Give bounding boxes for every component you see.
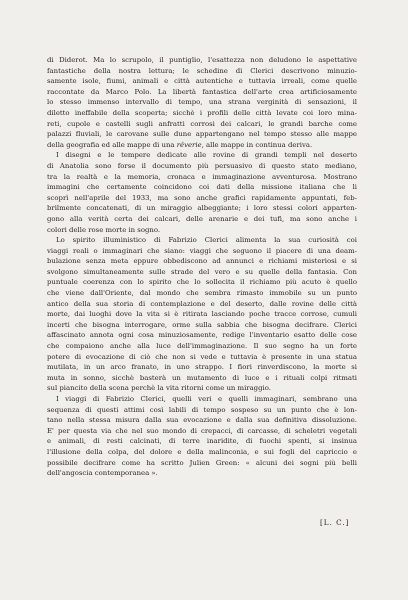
text-line: l'illusione della colpa, del dolore e della malinconia, e sui fogli del capriccio e xyxy=(47,447,357,456)
text-line: viaggi reali o immaginari che siano: viaggi che seguono il piacere di una deam- xyxy=(47,246,357,255)
text-line: affascinato annota ogni cosa minuziosamente, redige l'inventario esatto delle cose xyxy=(47,331,357,340)
text-line: immagini che certamente coincidono coi dati della missione italiana che li xyxy=(47,183,357,192)
text-line: che compaiono anche alla luce dell'immaginazione. Il suo segno ha un forte xyxy=(47,342,357,351)
text-line: sequenza di questi attimi così labili di tempo sospeso su un punto che è lon- xyxy=(47,405,357,414)
author-signature: [L. C.] xyxy=(320,518,350,527)
text-line: svolgono simultaneamente sulle strade del vero e su quelle della fantasia. Con xyxy=(47,267,357,276)
text-line: I disegni e le tempere dedicate alle rovine di grandi templi nel deserto xyxy=(56,151,357,160)
text-line: palazzi fluviali, le carovane sulle dune appartengano nel tempo stesso alle mappe xyxy=(47,130,357,139)
text-line: scoprì nell'aprile del 1933, ma sono anche grafici rapidamente appuntati, feb- xyxy=(47,193,357,202)
text-line: di Anatolia sono forse il documento più persuasivo di questo stato mediano, xyxy=(47,161,357,170)
text-line: potere di evocazione di ciò che non si vede e tuttavia è presente in una statua xyxy=(47,352,357,361)
text-line: mutilata, in un arco franato, in uno strappo. I fiori rinverdiscono, la morte si xyxy=(47,363,357,372)
paragraph xyxy=(47,235,357,394)
text-line: tra la realtà e la memoria, cronaca e immaginazione avventurosa. Mostrano xyxy=(47,172,357,181)
text-line: E' per questa via che nel suo mondo di crepacci, di carcasse, di scheletri vegetali xyxy=(47,426,357,435)
text-line: morte, dai luoghi dove la vita si è ritirata lasciando poche tracce corrose, cumuli xyxy=(47,310,357,319)
text-line: raccontate da Marco Polo. La libertà fantastica dell'arte crea artificiosamente xyxy=(47,87,357,96)
text-line: possibile decifrare come ha scritto Julien Green: « alcuni dei sogni più belli xyxy=(47,458,357,467)
paragraph xyxy=(47,55,357,150)
text-line: lo stesso immenso intervallo di tempo, una strana verginità di sensazioni, il xyxy=(47,98,357,107)
text-line: di Diderot. Ma lo scrupolo, il puntiglio, l'esattezza non deludono le aspettative xyxy=(47,56,357,64)
text-line: antico della sua storia di contemplazione e del deserto, dalle rovine delle città xyxy=(47,299,357,308)
text-line: dell'angoscia contemporanea ». xyxy=(47,469,158,478)
paragraph xyxy=(47,394,357,479)
paragraph xyxy=(47,150,357,235)
text-line: diletto ineffabile della scoperta; sicchè i profili delle città levate coi loro mina- xyxy=(47,108,357,117)
text-line: fantastiche della nostra lettura; le schedine di Clerici descrivono minuzio- xyxy=(47,66,357,75)
text-line: colori delle rose morte in sogno. xyxy=(47,225,161,234)
text-line: incerti che bisogna interrogare, orme sulla sabbia che bisogna decifrare. Clerici xyxy=(47,320,357,329)
text-line: della geografia ed alle mappe di una rêverie, alle mappe in continua deriva. xyxy=(47,140,313,149)
text-line: I viaggi di Fabrizio Clerici, quelli veri e quelli immaginari, sembrano una xyxy=(56,395,357,403)
text-line: e animali, di resti calcinati, di terre inaridite, di fuochi spenti, si insinua xyxy=(47,437,357,446)
text-line: bulazione senza meta eppure obbediscono ad annunci e richiami misteriosi e si xyxy=(47,257,357,266)
text-line: samente isole, fiumi, animali e città autentiche e tuttavia irreali, come quelle xyxy=(47,77,357,86)
text-line: muta in sonno, sicchè basterà un mutamento di luce e i rituali colpi ritmati xyxy=(47,373,357,382)
text-line: gono alla verità certa dei calcari, delle arenarie e dei tufi, ma sono anche i xyxy=(47,214,357,223)
text-line: sul piancito della scena perchè la vita ritorni come un miraggio. xyxy=(47,384,271,393)
text-line: reti, cupole e castelli sugli anfratti corrosi dei calcari, le grandi barche come xyxy=(47,119,357,128)
article-text xyxy=(47,55,357,479)
text-line: che viene dall'Oriente, dal mondo che sembra rimasto immobile su un punto xyxy=(47,289,357,298)
text-line: brilmente concatenati, di un miraggio albeggiante; i loro stessi colori apparten- xyxy=(47,204,357,213)
text-line: tano nella stessa misura dalla sua evocazione e dalla sua definitiva dissoluzione. xyxy=(47,416,357,425)
text-line: puntuale coerenza con lo spirito che lo sollecita il richiamo più acuto è quello xyxy=(47,278,357,287)
text-line: Lo spirito illuministico di Fabrizio Clerici alimenta la sua curiosità coi xyxy=(56,236,357,245)
